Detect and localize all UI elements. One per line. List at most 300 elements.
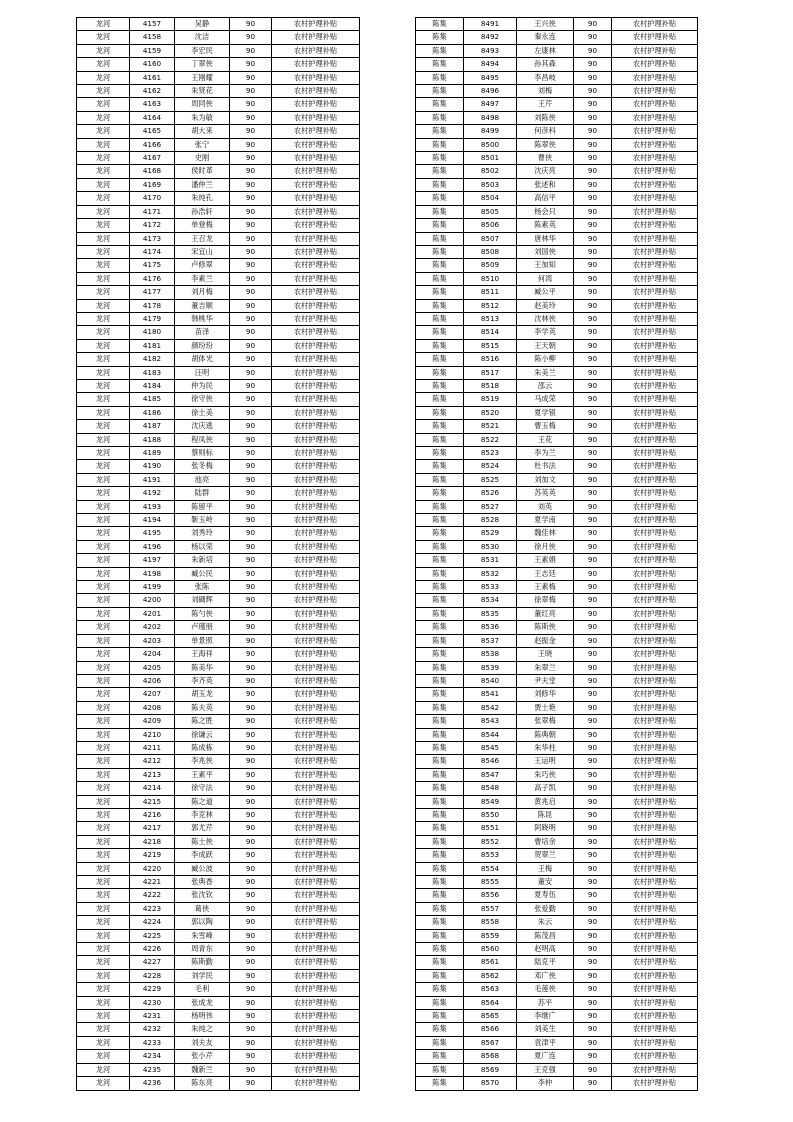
table-row — [416, 728, 698, 741]
left-roster-table — [76, 17, 360, 1091]
town-cell: 龙河 — [77, 621, 130, 634]
category-cell: 农村护理补贴 — [272, 232, 360, 245]
category-cell: 农村护理补贴 — [612, 339, 698, 352]
id-cell: 4231 — [130, 1010, 175, 1023]
name-cell: 陈之胜 — [175, 715, 230, 728]
id-cell: 4207 — [130, 688, 175, 701]
name-cell: 王兴侠 — [517, 18, 574, 31]
amount-cell: 90 — [230, 728, 272, 741]
id-cell: 4230 — [130, 996, 175, 1009]
category-cell: 农村护理补贴 — [612, 58, 698, 71]
town-cell: 陈集 — [416, 527, 464, 540]
category-cell: 农村护理补贴 — [612, 473, 698, 486]
name-cell: 张典香 — [175, 876, 230, 889]
amount-cell: 90 — [230, 835, 272, 848]
category-cell: 农村护理补贴 — [272, 929, 360, 942]
id-cell: 8563 — [464, 983, 517, 996]
amount-cell: 90 — [574, 849, 612, 862]
amount-cell: 90 — [574, 379, 612, 392]
name-cell: 王素梅 — [517, 581, 574, 594]
id-cell: 4184 — [130, 379, 175, 392]
name-cell: 胡玉龙 — [175, 688, 230, 701]
amount-cell: 90 — [230, 715, 272, 728]
name-cell: 夏广连 — [517, 1050, 574, 1063]
id-cell: 8509 — [464, 259, 517, 272]
category-cell: 农村护理补贴 — [612, 487, 698, 500]
name-cell: 郭尤芹 — [175, 822, 230, 835]
amount-cell: 90 — [574, 165, 612, 178]
amount-cell: 90 — [574, 299, 612, 312]
name-cell: 魏新兰 — [175, 1063, 230, 1076]
amount-cell: 90 — [574, 1050, 612, 1063]
amount-cell: 90 — [574, 232, 612, 245]
name-cell: 朱华柱 — [517, 741, 574, 754]
town-cell: 龙河 — [77, 286, 130, 299]
table-row — [77, 835, 360, 848]
table-row — [416, 594, 698, 607]
category-cell: 农村护理补贴 — [612, 835, 698, 848]
table-row — [77, 567, 360, 580]
amount-cell: 90 — [574, 728, 612, 741]
amount-cell: 90 — [574, 741, 612, 754]
town-cell: 陈集 — [416, 165, 464, 178]
category-cell: 农村护理补贴 — [272, 205, 360, 218]
amount-cell: 90 — [574, 85, 612, 98]
name-cell: 侯时革 — [175, 165, 230, 178]
id-cell: 4214 — [130, 782, 175, 795]
name-cell: 汪明 — [175, 366, 230, 379]
id-cell: 4209 — [130, 715, 175, 728]
town-cell: 龙河 — [77, 808, 130, 821]
id-cell: 8570 — [464, 1077, 517, 1090]
name-cell: 夏寿伍 — [517, 889, 574, 902]
category-cell: 农村护理补贴 — [612, 447, 698, 460]
town-cell: 龙河 — [77, 245, 130, 258]
category-cell: 农村护理补贴 — [272, 460, 360, 473]
table-row — [77, 607, 360, 620]
category-cell: 农村护理补贴 — [612, 983, 698, 996]
table-row — [416, 473, 698, 486]
table-row — [77, 782, 360, 795]
id-cell: 8495 — [464, 71, 517, 84]
town-cell: 陈集 — [416, 219, 464, 232]
town-cell: 龙河 — [77, 1050, 130, 1063]
table-row — [416, 393, 698, 406]
category-cell: 农村护理补贴 — [272, 688, 360, 701]
table-row — [77, 1010, 360, 1023]
amount-cell: 90 — [230, 1050, 272, 1063]
id-cell: 8543 — [464, 715, 517, 728]
category-cell: 农村护理补贴 — [612, 326, 698, 339]
town-cell: 龙河 — [77, 581, 130, 594]
id-cell: 4195 — [130, 527, 175, 540]
category-cell: 农村护理补贴 — [272, 286, 360, 299]
amount-cell: 90 — [230, 889, 272, 902]
id-cell: 8564 — [464, 996, 517, 1009]
table-row — [77, 808, 360, 821]
amount-cell: 90 — [574, 98, 612, 111]
town-cell: 龙河 — [77, 648, 130, 661]
name-cell: 郭以陶 — [175, 916, 230, 929]
amount-cell: 90 — [230, 379, 272, 392]
category-cell: 农村护理补贴 — [612, 299, 698, 312]
town-cell: 陈集 — [416, 71, 464, 84]
town-cell: 陈集 — [416, 433, 464, 446]
name-cell: 杜书法 — [517, 460, 574, 473]
category-cell: 农村护理补贴 — [612, 44, 698, 57]
amount-cell: 90 — [230, 393, 272, 406]
town-cell: 陈集 — [416, 983, 464, 996]
table-row — [416, 71, 698, 84]
town-cell: 陈集 — [416, 447, 464, 460]
town-cell: 陈集 — [416, 768, 464, 781]
category-cell: 农村护理补贴 — [272, 152, 360, 165]
table-row — [77, 85, 360, 98]
table-row — [416, 795, 698, 808]
name-cell: 杨以荣 — [175, 540, 230, 553]
name-cell: 程凤侠 — [175, 433, 230, 446]
table-row — [416, 889, 698, 902]
id-cell: 8522 — [464, 433, 517, 446]
category-cell: 农村护理补贴 — [272, 1023, 360, 1036]
category-cell: 农村护理补贴 — [272, 768, 360, 781]
name-cell: 曹玉梅 — [517, 420, 574, 433]
table-row — [77, 58, 360, 71]
name-cell: 刘梅 — [517, 85, 574, 98]
id-cell: 4193 — [130, 500, 175, 513]
table-row — [77, 259, 360, 272]
table-row — [416, 272, 698, 285]
table-row — [77, 433, 360, 446]
name-cell: 王梅 — [517, 862, 574, 875]
town-cell: 陈集 — [416, 98, 464, 111]
amount-cell: 90 — [574, 715, 612, 728]
id-cell: 8553 — [464, 849, 517, 862]
category-cell: 农村护理补贴 — [272, 943, 360, 956]
category-cell: 农村护理补贴 — [272, 567, 360, 580]
name-cell: 吴静 — [175, 18, 230, 31]
category-cell: 农村护理补贴 — [272, 876, 360, 889]
table-row — [416, 165, 698, 178]
town-cell: 陈集 — [416, 835, 464, 848]
id-cell: 4199 — [130, 581, 175, 594]
id-cell: 4234 — [130, 1050, 175, 1063]
amount-cell: 90 — [574, 782, 612, 795]
id-cell: 4202 — [130, 621, 175, 634]
town-cell: 龙河 — [77, 674, 130, 687]
amount-cell: 90 — [230, 768, 272, 781]
table-row — [77, 111, 360, 124]
id-cell: 4218 — [130, 835, 175, 848]
category-cell: 农村护理补贴 — [612, 379, 698, 392]
amount-cell: 90 — [230, 1077, 272, 1090]
id-cell: 4157 — [130, 18, 175, 31]
id-cell: 8515 — [464, 339, 517, 352]
amount-cell: 90 — [574, 567, 612, 580]
id-cell: 8551 — [464, 822, 517, 835]
table-row — [77, 393, 360, 406]
table-row — [416, 902, 698, 915]
category-cell: 农村护理补贴 — [272, 1050, 360, 1063]
name-cell: 徐守法 — [175, 782, 230, 795]
amount-cell: 90 — [230, 956, 272, 969]
amount-cell: 90 — [574, 272, 612, 285]
category-cell: 农村护理补贴 — [612, 272, 698, 285]
amount-cell: 90 — [230, 138, 272, 151]
town-cell: 龙河 — [77, 71, 130, 84]
table-row — [416, 983, 698, 996]
id-cell: 4162 — [130, 85, 175, 98]
amount-cell: 90 — [574, 983, 612, 996]
amount-cell: 90 — [230, 71, 272, 84]
town-cell: 龙河 — [77, 1063, 130, 1076]
table-row — [416, 688, 698, 701]
name-cell: 王素平 — [175, 768, 230, 781]
town-cell: 龙河 — [77, 902, 130, 915]
table-row — [416, 178, 698, 191]
name-cell: 史刚 — [175, 152, 230, 165]
category-cell: 农村护理补贴 — [612, 460, 698, 473]
town-cell: 陈集 — [416, 125, 464, 138]
id-cell: 4212 — [130, 755, 175, 768]
town-cell: 龙河 — [77, 661, 130, 674]
town-cell: 龙河 — [77, 943, 130, 956]
name-cell: 张翠梅 — [517, 715, 574, 728]
amount-cell: 90 — [574, 902, 612, 915]
id-cell: 4221 — [130, 876, 175, 889]
town-cell: 陈集 — [416, 406, 464, 419]
amount-cell: 90 — [574, 44, 612, 57]
id-cell: 4216 — [130, 808, 175, 821]
id-cell: 8531 — [464, 554, 517, 567]
name-cell: 刘美生 — [517, 1023, 574, 1036]
id-cell: 8501 — [464, 152, 517, 165]
town-cell: 陈集 — [416, 688, 464, 701]
town-cell: 龙河 — [77, 822, 130, 835]
town-cell: 龙河 — [77, 916, 130, 929]
table-row — [416, 31, 698, 44]
name-cell: 贾士艳 — [517, 701, 574, 714]
id-cell: 8512 — [464, 299, 517, 312]
amount-cell: 90 — [574, 822, 612, 835]
table-row — [416, 849, 698, 862]
amount-cell: 90 — [574, 876, 612, 889]
table-row — [77, 353, 360, 366]
id-cell: 4210 — [130, 728, 175, 741]
name-cell: 袁津平 — [517, 1036, 574, 1049]
town-cell: 陈集 — [416, 514, 464, 527]
table-row — [416, 876, 698, 889]
town-cell: 陈集 — [416, 782, 464, 795]
name-cell: 陈留平 — [175, 500, 230, 513]
category-cell: 农村护理补贴 — [272, 326, 360, 339]
amount-cell: 90 — [230, 648, 272, 661]
name-cell: 邓广侠 — [517, 969, 574, 982]
id-cell: 8491 — [464, 18, 517, 31]
category-cell: 农村护理补贴 — [612, 138, 698, 151]
amount-cell: 90 — [574, 152, 612, 165]
amount-cell: 90 — [230, 540, 272, 553]
category-cell: 农村护理补贴 — [272, 902, 360, 915]
id-cell: 8514 — [464, 326, 517, 339]
table-row — [77, 500, 360, 513]
town-cell: 陈集 — [416, 741, 464, 754]
name-cell: 孙其森 — [517, 58, 574, 71]
amount-cell: 90 — [230, 969, 272, 982]
amount-cell: 90 — [574, 18, 612, 31]
name-cell: 陈勺侠 — [175, 607, 230, 620]
category-cell: 农村护理补贴 — [612, 862, 698, 875]
town-cell: 龙河 — [77, 956, 130, 969]
amount-cell: 90 — [574, 353, 612, 366]
town-cell: 龙河 — [77, 876, 130, 889]
category-cell: 农村护理补贴 — [272, 808, 360, 821]
id-cell: 4191 — [130, 473, 175, 486]
category-cell: 农村护理补贴 — [272, 406, 360, 419]
id-cell: 4224 — [130, 916, 175, 929]
table-row — [416, 741, 698, 754]
id-cell: 8505 — [464, 205, 517, 218]
name-cell: 朱新培 — [175, 554, 230, 567]
name-cell: 陈典朝 — [517, 728, 574, 741]
town-cell: 龙河 — [77, 715, 130, 728]
category-cell: 农村护理补贴 — [272, 1063, 360, 1076]
category-cell: 农村护理补贴 — [612, 996, 698, 1009]
table-row — [77, 956, 360, 969]
table-row — [416, 192, 698, 205]
name-cell: 夏学南 — [517, 514, 574, 527]
name-cell: 李成跃 — [175, 849, 230, 862]
amount-cell: 90 — [574, 648, 612, 661]
name-cell: 李齐英 — [175, 674, 230, 687]
category-cell: 农村护理补贴 — [612, 1050, 698, 1063]
id-cell: 4190 — [130, 460, 175, 473]
category-cell: 农村护理补贴 — [272, 540, 360, 553]
amount-cell: 90 — [230, 929, 272, 942]
name-cell: 周同侠 — [175, 98, 230, 111]
amount-cell: 90 — [574, 674, 612, 687]
category-cell: 农村护理补贴 — [272, 58, 360, 71]
name-cell: 王晓 — [517, 648, 574, 661]
town-cell: 陈集 — [416, 259, 464, 272]
table-row — [416, 768, 698, 781]
category-cell: 农村护理补贴 — [272, 715, 360, 728]
name-cell: 陈士侠 — [175, 835, 230, 848]
amount-cell: 90 — [574, 1077, 612, 1090]
table-row — [416, 312, 698, 325]
category-cell: 农村护理补贴 — [612, 1077, 698, 1090]
id-cell: 4205 — [130, 661, 175, 674]
id-cell: 4173 — [130, 232, 175, 245]
table-row — [77, 889, 360, 902]
amount-cell: 90 — [230, 607, 272, 620]
town-cell: 龙河 — [77, 205, 130, 218]
name-cell: 韩桃华 — [175, 312, 230, 325]
town-cell: 龙河 — [77, 1023, 130, 1036]
category-cell: 农村护理补贴 — [272, 527, 360, 540]
category-cell: 农村护理补贴 — [272, 701, 360, 714]
amount-cell: 90 — [574, 889, 612, 902]
id-cell: 8536 — [464, 621, 517, 634]
town-cell: 龙河 — [77, 1077, 130, 1090]
id-cell: 4200 — [130, 594, 175, 607]
category-cell: 农村护理补贴 — [272, 889, 360, 902]
table-row — [416, 379, 698, 392]
name-cell: 张述和 — [517, 178, 574, 191]
id-cell: 8494 — [464, 58, 517, 71]
name-cell: 沈林侠 — [517, 312, 574, 325]
category-cell: 农村护理补贴 — [272, 473, 360, 486]
town-cell: 陈集 — [416, 500, 464, 513]
table-row — [416, 138, 698, 151]
amount-cell: 90 — [230, 460, 272, 473]
table-row — [416, 339, 698, 352]
town-cell: 陈集 — [416, 554, 464, 567]
amount-cell: 90 — [230, 299, 272, 312]
id-cell: 8520 — [464, 406, 517, 419]
category-cell: 农村护理补贴 — [612, 902, 698, 915]
category-cell: 农村护理补贴 — [272, 621, 360, 634]
category-cell: 农村护理补贴 — [612, 822, 698, 835]
category-cell: 农村护理补贴 — [272, 607, 360, 620]
town-cell: 陈集 — [416, 607, 464, 620]
name-cell: 李宏民 — [175, 44, 230, 57]
category-cell: 农村护理补贴 — [272, 835, 360, 848]
id-cell: 8511 — [464, 286, 517, 299]
table-row — [416, 674, 698, 687]
town-cell: 龙河 — [77, 447, 130, 460]
category-cell: 农村护理补贴 — [612, 393, 698, 406]
table-row — [77, 245, 360, 258]
town-cell: 龙河 — [77, 379, 130, 392]
town-cell: 陈集 — [416, 581, 464, 594]
name-cell: 董安 — [517, 876, 574, 889]
name-cell: 潘仲兰 — [175, 178, 230, 191]
category-cell: 农村护理补贴 — [612, 701, 698, 714]
category-cell: 农村护理补贴 — [612, 259, 698, 272]
table-row — [416, 487, 698, 500]
category-cell: 农村护理补贴 — [272, 420, 360, 433]
name-cell: 颜玢玢 — [175, 339, 230, 352]
amount-cell: 90 — [230, 272, 272, 285]
category-cell: 农村护理补贴 — [612, 18, 698, 31]
table-row — [77, 460, 360, 473]
town-cell: 龙河 — [77, 795, 130, 808]
name-cell: 李继广 — [517, 1010, 574, 1023]
category-cell: 农村护理补贴 — [272, 674, 360, 687]
amount-cell: 90 — [574, 178, 612, 191]
table-row — [416, 420, 698, 433]
table-row — [77, 554, 360, 567]
name-cell: 李兆侠 — [175, 755, 230, 768]
name-cell: 苏平 — [517, 996, 574, 1009]
town-cell: 龙河 — [77, 125, 130, 138]
id-cell: 8517 — [464, 366, 517, 379]
id-cell: 8568 — [464, 1050, 517, 1063]
id-cell: 4196 — [130, 540, 175, 553]
town-cell: 龙河 — [77, 567, 130, 580]
category-cell: 农村护理补贴 — [612, 621, 698, 634]
amount-cell: 90 — [230, 232, 272, 245]
category-cell: 农村护理补贴 — [272, 393, 360, 406]
table-row — [77, 634, 360, 647]
category-cell: 农村护理补贴 — [612, 98, 698, 111]
table-row — [416, 567, 698, 580]
table-row — [77, 822, 360, 835]
category-cell: 农村护理补贴 — [272, 85, 360, 98]
id-cell: 8519 — [464, 393, 517, 406]
name-cell: 靳玉岭 — [175, 514, 230, 527]
